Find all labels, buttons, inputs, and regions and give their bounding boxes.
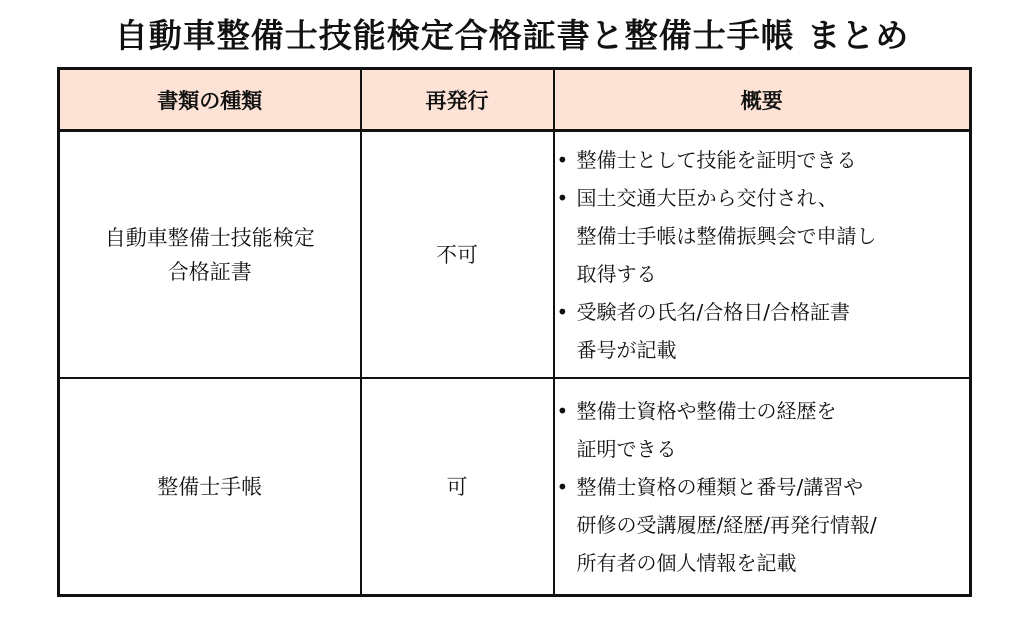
overview-line: • 整備士資格の種類と番号/講習や [576, 474, 864, 499]
header-row [59, 69, 971, 131]
table-row-certificate [59, 131, 971, 379]
overview-item [555, 141, 970, 179]
overview-list [555, 141, 970, 369]
overview-cell [554, 378, 971, 596]
overview-line: • 受験者の氏名/合格日/合格証書 [576, 299, 850, 324]
overview-line: • 整備士として技能を証明できる [576, 147, 857, 172]
document-name-line: 整備士手帳 [157, 474, 263, 499]
overview-line: 研修の受講履歴/経歴/再発行情報/ [576, 512, 877, 537]
overview-line: 整備士手帳は整備振興会で申請し [576, 223, 877, 248]
overview-line: 証明できる [576, 436, 677, 461]
overview-line: • 整備士資格や整備士の経歴を [576, 398, 837, 423]
header-reissue: 再発行 [361, 69, 554, 131]
document-name-cell [59, 378, 361, 596]
header-document-type: 書類の種類 [59, 69, 361, 131]
table-row-handbook [59, 378, 971, 596]
page-title: 自動車整備士技能検定合格証書と整備士手帳 まとめ [114, 16, 910, 55]
overview-list [555, 392, 970, 582]
overview-line: 所有者の個人情報を記載 [576, 550, 797, 575]
summary-table [57, 67, 972, 597]
overview-item [555, 293, 970, 369]
document-name-cell [59, 131, 361, 379]
document-name-line: 合格証書 [167, 259, 252, 284]
overview-line: • 国土交通大臣から交付され、 [576, 185, 838, 210]
reissue-cell: 可 [361, 378, 554, 596]
overview-item [555, 179, 970, 293]
reissue-cell: 不可 [361, 131, 554, 379]
overview-line: 取得する [576, 261, 657, 286]
overview-item [555, 468, 970, 582]
overview-item [555, 392, 970, 468]
overview-line: 番号が記載 [576, 337, 677, 362]
overview-cell [554, 131, 971, 379]
document-name-line: 自動車整備士技能検定 [104, 225, 315, 250]
header-overview: 概要 [554, 69, 971, 131]
